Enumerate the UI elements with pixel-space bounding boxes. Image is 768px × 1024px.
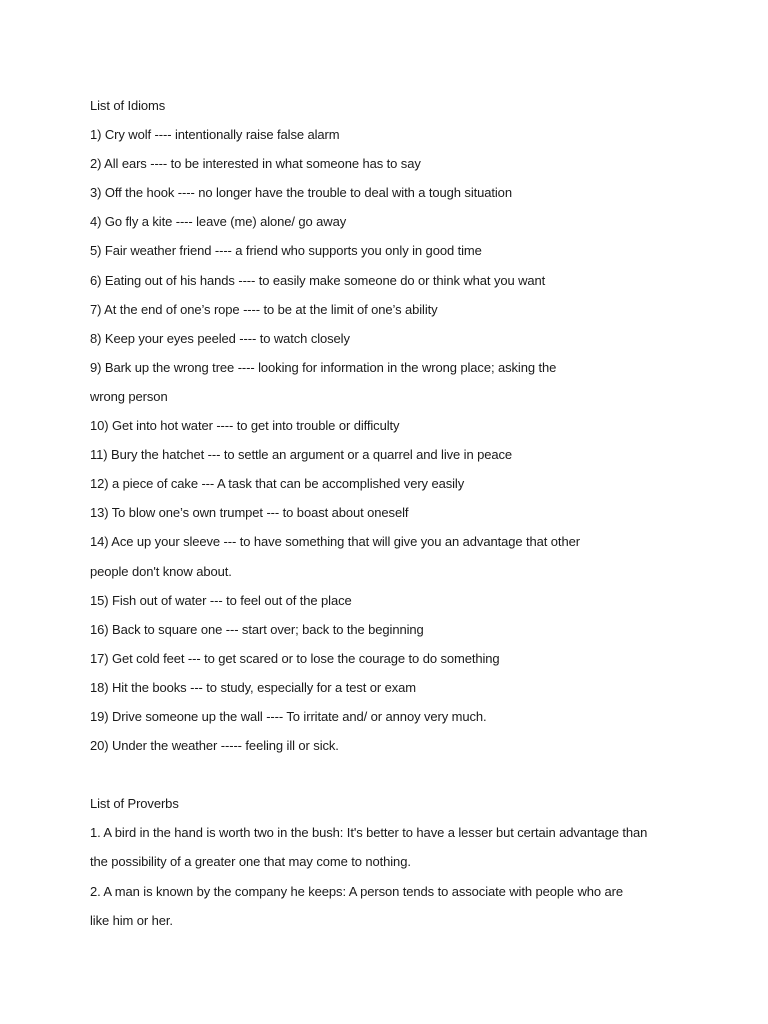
section-spacer <box>90 760 730 789</box>
idiom-line: 15) Fish out of water --- to feel out of the place <box>90 592 352 608</box>
idioms-heading: List of Idioms <box>90 98 166 113</box>
idiom-line: 7) At the end of one’s rope ---- to be at the limit of one’s ability <box>90 301 438 317</box>
idiom-line: 20) Under the weather ----- feeling ill or sick. <box>90 738 339 754</box>
proverb-line: the possibility of a greater one that may come to nothing. <box>90 854 411 870</box>
proverb-line: 1. A bird in the hand is worth two in the bush: It's better to have a lesser but certain advantage than <box>90 825 648 841</box>
document-page <box>90 91 730 935</box>
idiom-line: 3) Off the hook ---- no longer have the trouble to deal with a tough situation <box>90 185 512 201</box>
idiom-line: 17) Get cold feet --- to get scared or to lose the courage to do something <box>90 650 500 666</box>
proverb-line: 2. A man is known by the company he keeps: A person tends to associate with people who are <box>90 883 624 899</box>
idiom-line: 11) Bury the hatchet --- to settle an argument or a quarrel and live in peace <box>90 447 513 463</box>
idiom-line: wrong person <box>90 388 168 404</box>
proverb-line: like him or her. <box>90 912 173 928</box>
idiom-line: 19) Drive someone up the wall ---- To irritate and/ or annoy very much. <box>90 708 487 724</box>
proverbs-heading: List of Proverbs <box>90 796 179 812</box>
idiom-line: 5) Fair weather friend ---- a friend who supports you only in good time <box>90 243 482 259</box>
idiom-line: 6) Eating out of his hands ---- to easily make someone do or think what you want <box>90 272 546 288</box>
idiom-line: 9) Bark up the wrong tree ---- looking for information in the wrong place; asking the <box>90 359 557 375</box>
idiom-line: 8) Keep your eyes peeled ---- to watch closely <box>90 330 350 346</box>
idiom-line: 18) Hit the books --- to study, especially for a test or exam <box>90 679 417 695</box>
idiom-line: 4) Go fly a kite ---- leave (me) alone/ go away <box>90 214 347 230</box>
idiom-line: 2) All ears ---- to be interested in what someone has to say <box>90 156 421 172</box>
idiom-line: 1) Cry wolf ---- intentionally raise false alarm <box>90 127 340 143</box>
idiom-line: 16) Back to square one --- start over; back to the beginning <box>90 621 424 637</box>
idiom-line: 10) Get into hot water ---- to get into trouble or difficulty <box>90 418 400 434</box>
idiom-line: 13) To blow one’s own trumpet --- to boast about oneself <box>90 505 409 521</box>
idiom-line: 12) a piece of cake --- A task that can be accomplished very easily <box>90 476 465 492</box>
idiom-line: 14) Ace up your sleeve --- to have something that will give you an advantage that other <box>90 534 580 550</box>
idiom-line: people don't know about. <box>90 563 232 579</box>
